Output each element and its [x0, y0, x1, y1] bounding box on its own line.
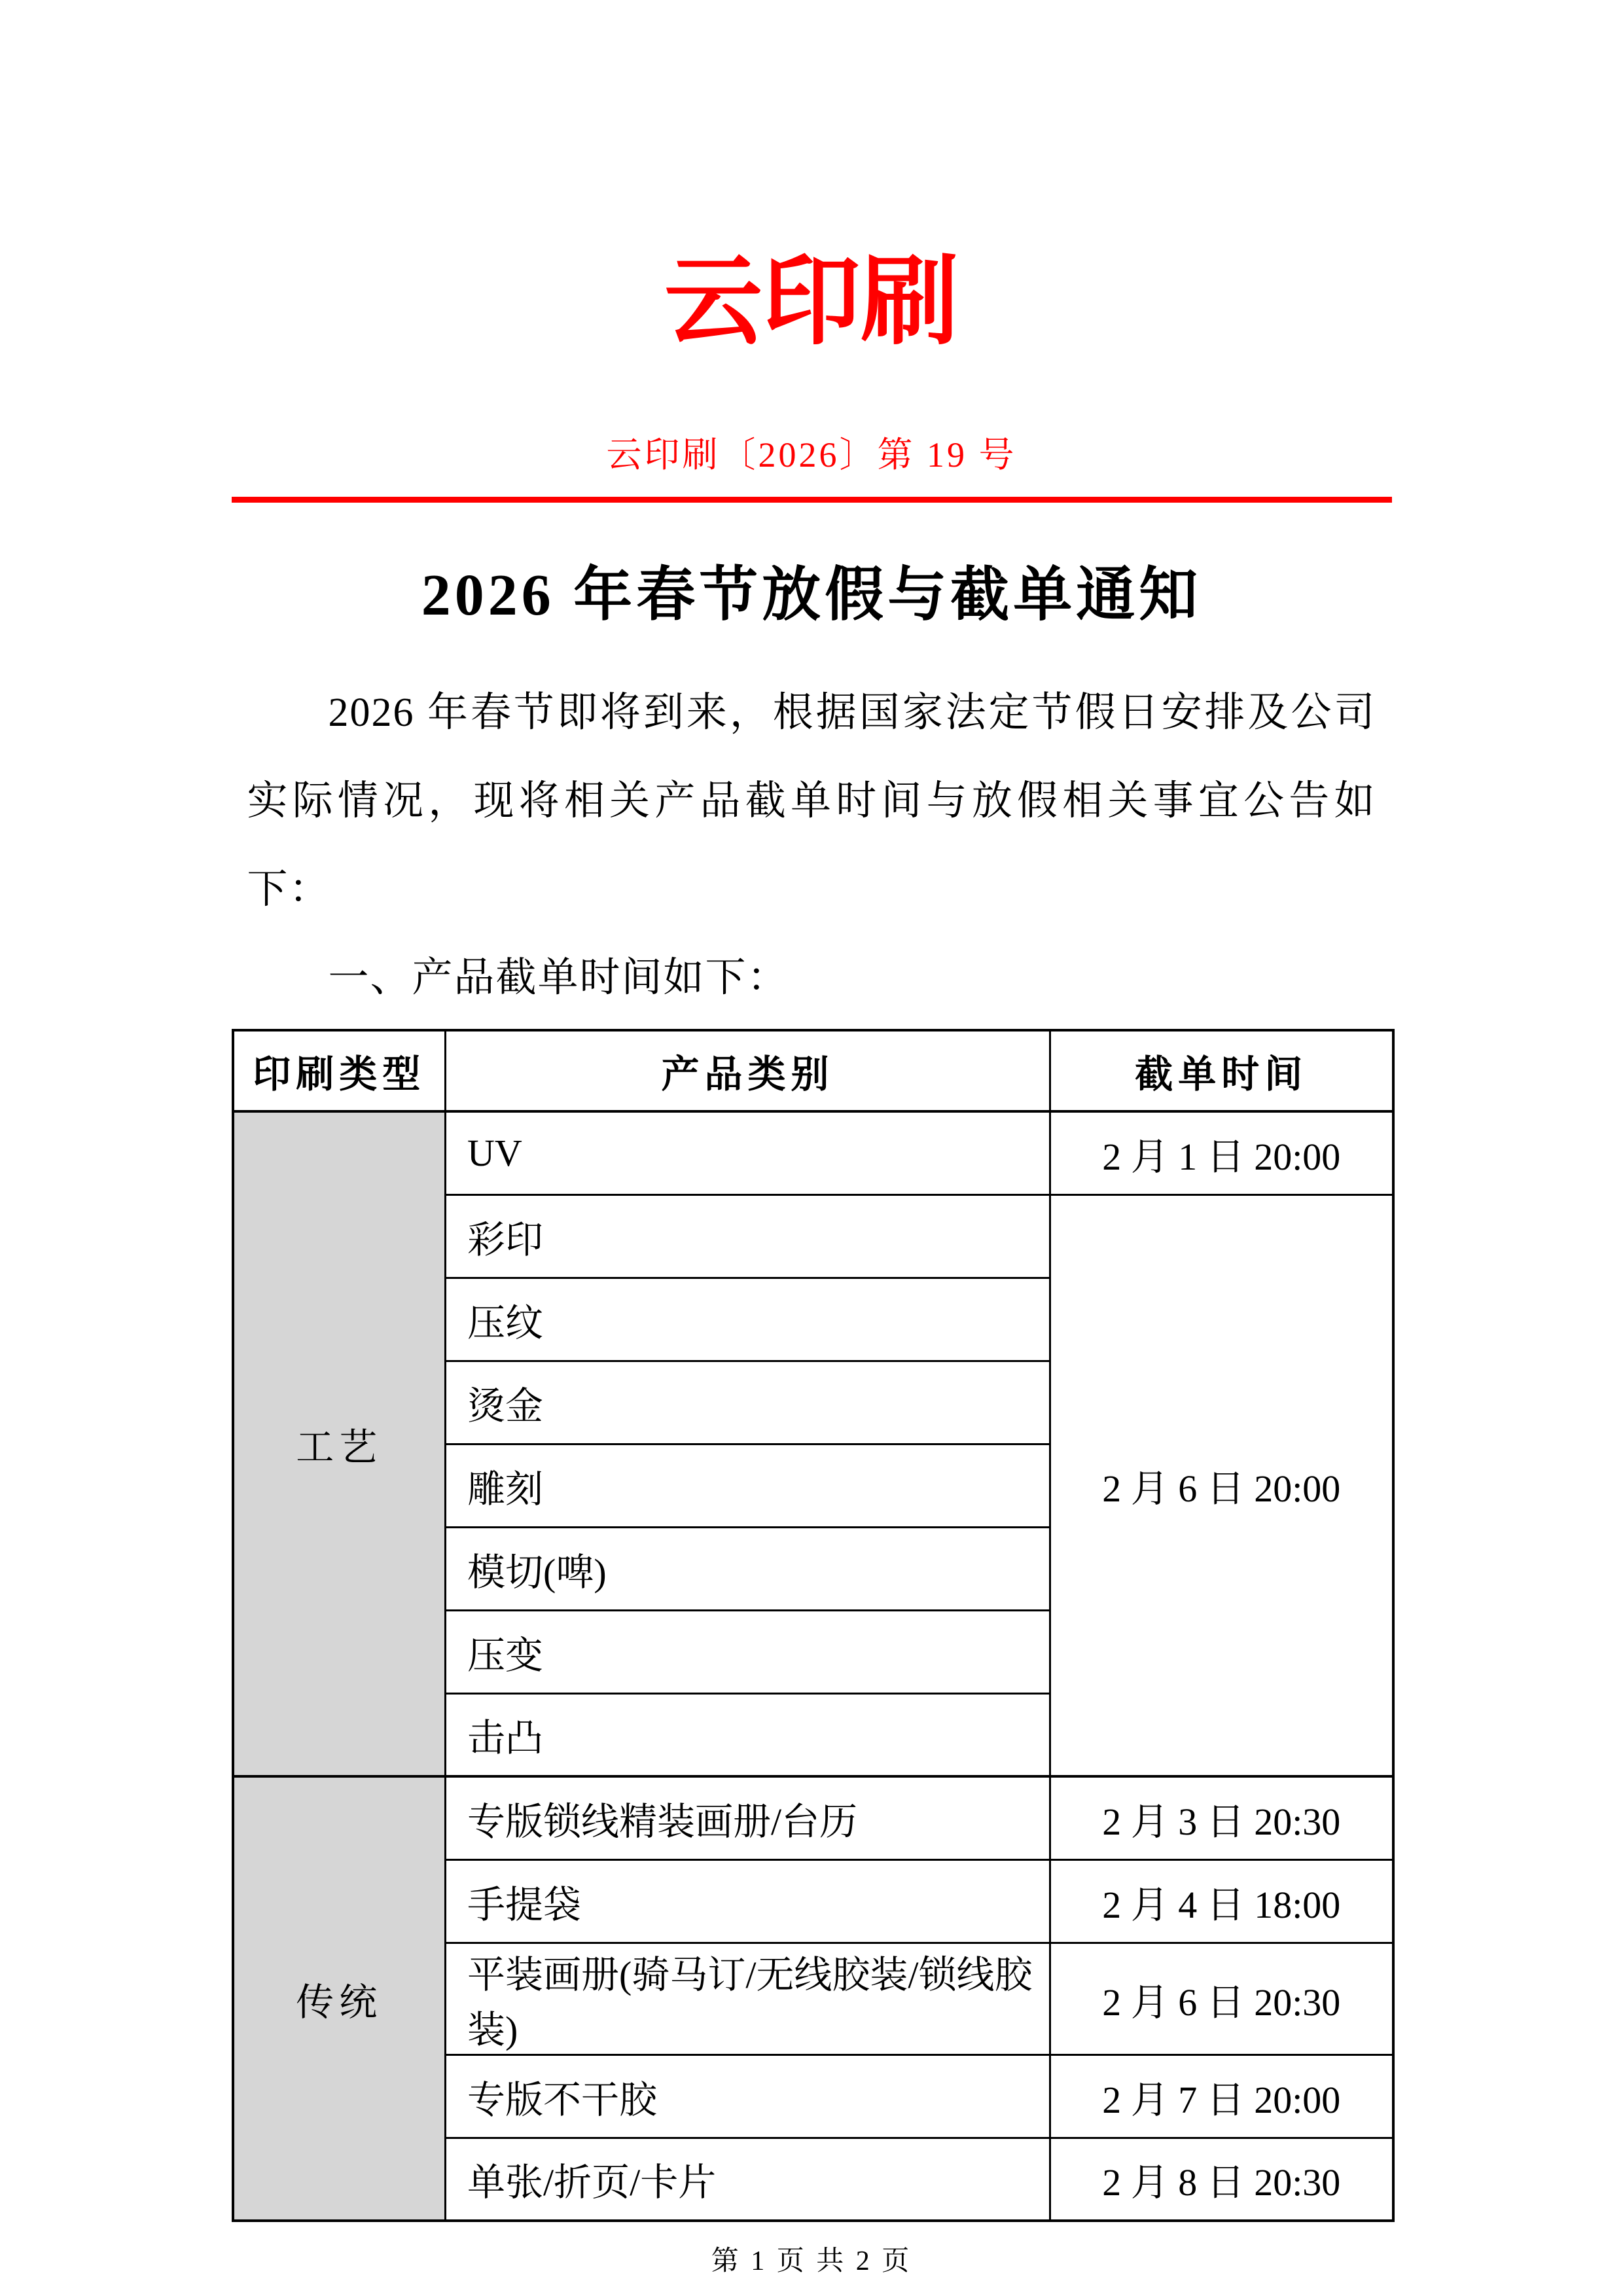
table-header-row	[233, 1030, 1393, 1111]
time-cell: 2 月 3 日 20:30	[1050, 1776, 1393, 1859]
time-cell: 2 月 4 日 18:00	[1050, 1859, 1393, 1943]
time-cell: 2 月 7 日 20:00	[1050, 2054, 1393, 2138]
product-cell: 压纹	[446, 1278, 1050, 1361]
category-cell: 传统	[233, 1776, 446, 2221]
product-cell: 击凸	[446, 1693, 1050, 1776]
notice-title: 2026 年春节放假与截单通知	[421, 563, 1202, 628]
product-cell: 模切(啤)	[446, 1527, 1050, 1610]
product-cell: 专版锁线精装画册/台历	[446, 1776, 1050, 1859]
table-body	[233, 1111, 1393, 2221]
product-cell: 压变	[446, 1610, 1050, 1693]
product-cell: 雕刻	[446, 1444, 1050, 1527]
product-cell: 专版不干胶	[446, 2054, 1050, 2138]
product-cell: 平装画册(骑马订/无线胶装/锁线胶装)	[446, 1943, 1050, 2054]
time-cell: 2 月 6 日 20:00	[1050, 1194, 1393, 1776]
header-product-category: 产品类别	[446, 1030, 1050, 1111]
product-cell: 彩印	[446, 1194, 1050, 1278]
company-masthead-title: 云印刷	[664, 248, 959, 357]
red-divider-rule	[232, 497, 1392, 503]
time-cell: 2 月 8 日 20:30	[1050, 2138, 1393, 2221]
cutoff-times-table	[232, 1029, 1395, 2222]
product-cell: UV	[446, 1111, 1050, 1194]
table-row	[233, 1776, 1393, 1859]
product-cell: 单张/折页/卡片	[446, 2138, 1050, 2221]
category-cell: 工艺	[233, 1111, 446, 1776]
document-number: 云印刷〔2026〕第 19 号	[606, 435, 1017, 475]
product-cell: 手提袋	[446, 1859, 1050, 1943]
section-heading-cutoff-times: 一、产品截单时间如下：	[328, 956, 789, 1000]
header-cutoff-time: 截单时间	[1050, 1030, 1393, 1111]
page-footer: 第 1 页 共 2 页	[711, 2246, 912, 2276]
time-cell: 2 月 1 日 20:00	[1050, 1111, 1393, 1194]
header-print-type: 印刷类型	[233, 1030, 446, 1111]
intro-paragraph: 2026 年春节即将到来，根据国家法定节假日安排及公司实际情况，现将相关产品截单时间与放假相关事宜公告如下：	[247, 691, 1376, 912]
time-cell: 2 月 6 日 20:30	[1050, 1943, 1393, 2054]
product-cell: 烫金	[446, 1361, 1050, 1444]
table-row	[233, 1111, 1393, 1194]
document-content	[232, 0, 1392, 2280]
